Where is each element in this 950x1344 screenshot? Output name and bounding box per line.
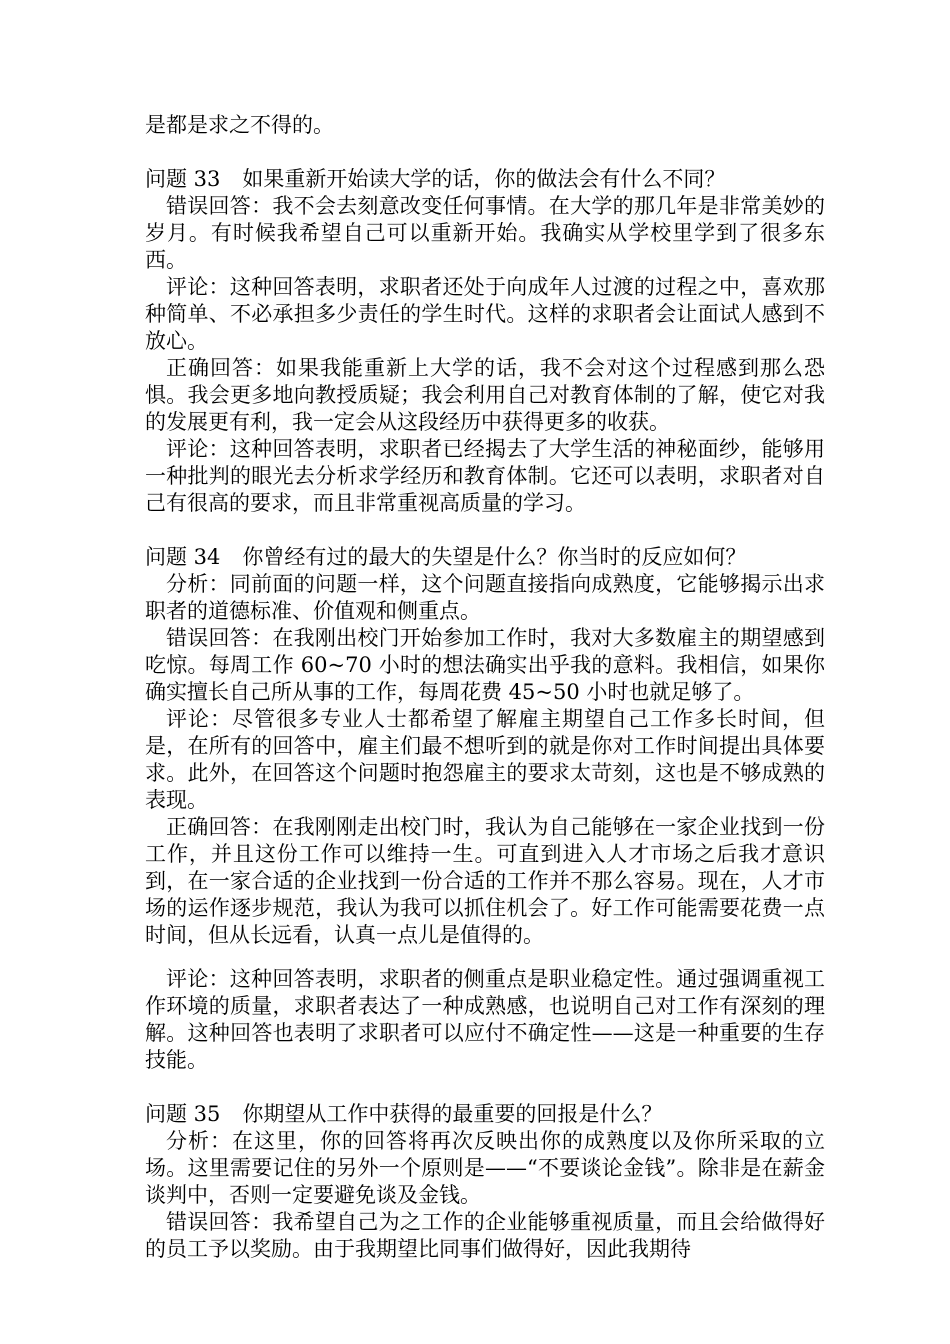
q34-analysis: 分析：同前面的问题一样，这个问题直接指向成熟度，它能够揭示出求职者的道德标准、价值观和侧重点。 [145,572,825,623]
question-number: 问题 35 [145,1102,221,1126]
question-33-heading [145,166,825,193]
q33-right-answer: 正确回答：如果我能重新上大学的话，我不会对这个过程感到那么恐惧。我会更多地向教授质疑；我会利用自己对教育体制的了解，使它对我的发展更有利，我一定会从这段经历中获得更多的收获。 [145,356,825,434]
question-text: 你曾经有过的最大的失望是什么？你当时的反应如何？ [242,545,747,569]
q34-wrong-answer: 错误回答：在我刚出校门开始参加工作时，我对大多数雇主的期望感到吃惊。每周工作 60~70 小时的想法确实出乎我的意料。我相信，如果你确实擅长自己所从事的工作，每周花费 45~50 小时也就足够了。 [145,626,825,704]
q34-comment-2: 评论：这种回答表明，求职者的侧重点是职业稳定性。通过强调重视工作环境的质量，求职者表达了一种成熟感，也说明自己对工作有深刻的理解。这种回答也表明了求职者可以应付不确定性——这是一种重要的生存技能。 [145,967,825,1072]
q33-wrong-answer: 错误回答：我不会去刻意改变任何事情。在大学的那几年是非常美妙的岁月。有时候我希望自己可以重新开始。我确实从学校里学到了很多东西。 [145,194,825,272]
question-34-heading [145,544,825,571]
q34-comment-1: 评论：尽管很多专业人士都希望了解雇主期望自己工作多长时间，但是，在所有的回答中，雇主们最不想听到的就是你对工作时间提出具体要求。此外，在回答这个问题时抱怨雇主的要求太苛刻，这也是不够成熟的表现。 [145,707,825,812]
paragraph-continuation: 是都是求之不得的。 [145,113,334,137]
question-number: 问题 33 [145,167,221,191]
q34-right-answer: 正确回答：在我刚刚走出校门时，我认为自己能够在一家企业找到一份工作，并且这份工作可以维持一生。可直到进入人才市场之后我才意识到，在一家合适的企业找到一份合适的工作并不那么容易。现在，人才市场的运作逐步规范，我认为我可以抓住机会了。好工作可能需要花费一点时间，但从长远看，认真一点儿是值得的。 [145,815,825,947]
question-number: 问题 34 [145,545,221,569]
document-page [145,112,825,1263]
q33-comment-1: 评论：这种回答表明，求职者还处于向成年人过渡的过程之中，喜欢那种简单、不必承担多少责任的学生时代。这样的求职者会让面试人感到不放心。 [145,275,825,353]
q35-wrong-answer: 错误回答：我希望自己为之工作的企业能够重视质量，而且会给做得好的员工予以奖励。由于我期望比同事们做得好，因此我期待 [145,1210,825,1261]
q33-comment-2: 评论：这种回答表明，求职者已经揭去了大学生活的神秘面纱，能够用一种批判的眼光去分析求学经历和教育体制。它还可以表明，求职者对自己有很高的要求，而且非常重视高质量的学习。 [145,437,825,515]
q35-analysis: 分析：在这里，你的回答将再次反映出你的成熟度以及你所采取的立场。这里需要记住的另外一个原则是——“不要谈论金钱”。除非是在薪金谈判中，否则一定要避免谈及金钱。 [145,1129,825,1207]
paragraph-gap [145,949,825,966]
question-35-heading [145,1101,825,1128]
question-text: 如果重新开始读大学的话，你的做法会有什么不同？ [242,167,726,191]
question-text: 你期望从工作中获得的最重要的回报是什么？ [242,1102,663,1126]
